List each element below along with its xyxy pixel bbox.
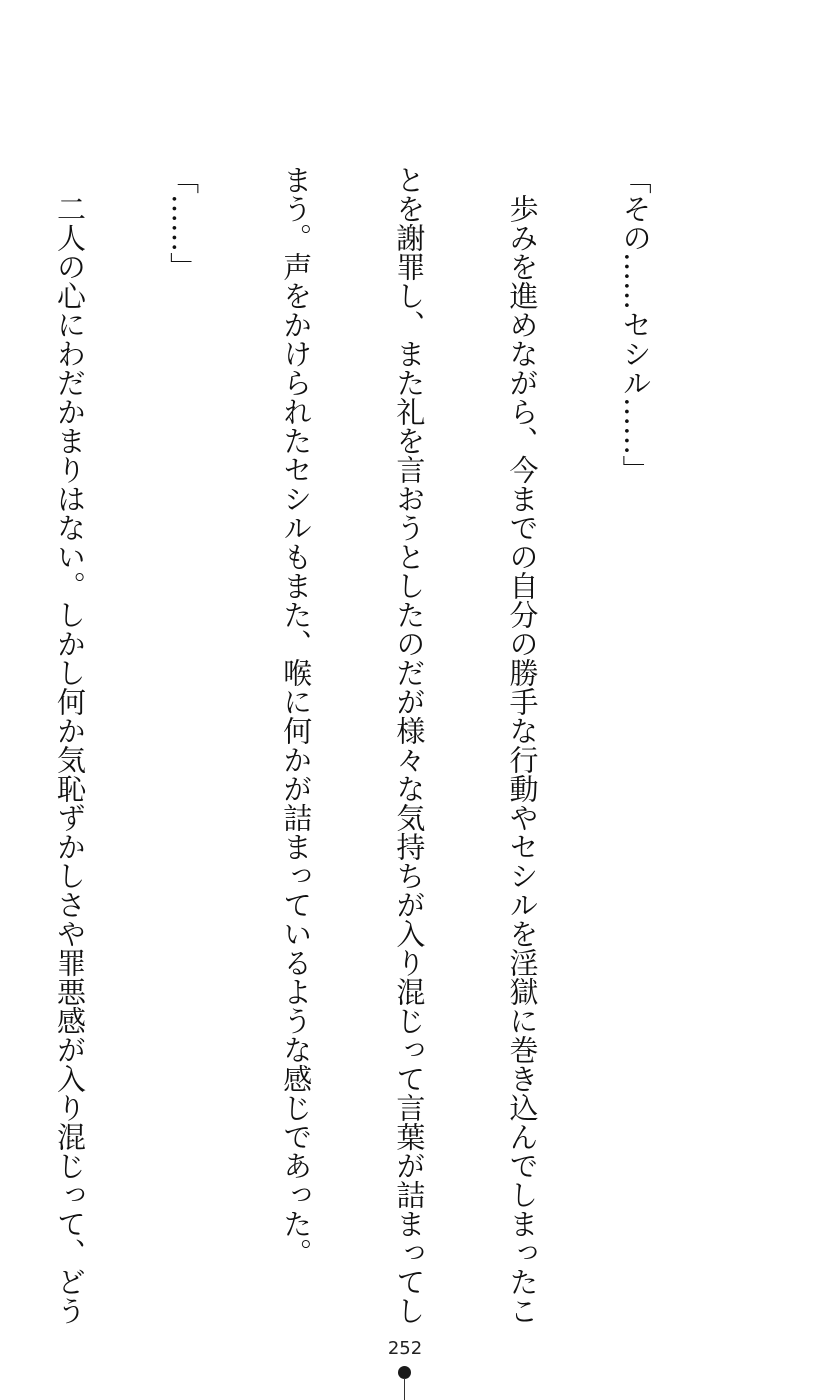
text-line-2: 歩みを進めながら、今までの自分の勝手な行動やセシルを淫獄に巻き込んでしまったこ	[505, 165, 540, 1325]
vertical-text-body	[0, 165, 729, 1325]
text-line-1: 「その……セシル……」	[618, 165, 653, 484]
text-line-3: とを謝罪し、また礼を言おうとしたのだが様々な気持ちが入り混じって言葉が詰まってし	[392, 165, 427, 1325]
text-line-6: 二人の心にわだかまりはない。しかし何か気恥ずかしさや罪悪感が入り混じって、どう	[53, 165, 88, 1325]
page-marker-line	[404, 1378, 405, 1400]
text-line-5: 「……」	[166, 165, 201, 281]
text-line-4: まう。声をかけられたセシルもまた、喉に何かが詰まっているような感じであった。	[279, 165, 314, 1267]
page-number: 252	[387, 1338, 423, 1359]
